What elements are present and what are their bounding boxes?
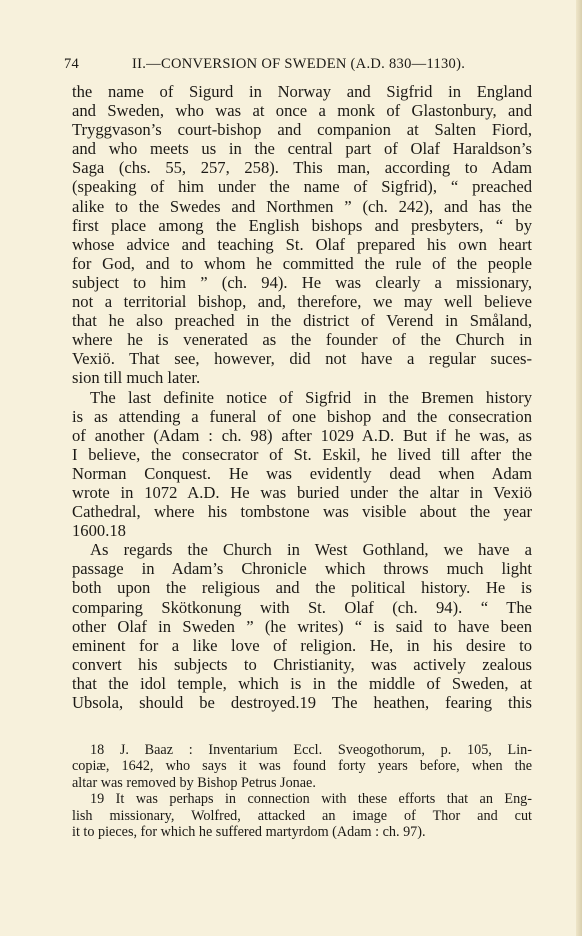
text-line: that he also preached in the district of Verend in Småland, xyxy=(72,311,532,331)
text-line: first place among the English bishops and presbyters, “ by xyxy=(72,215,532,235)
text-line: Vexiö. That see, however, did not have a regular suces- xyxy=(72,349,532,369)
text-line: alike to the Swedes and Northmen ” (ch. 242), and has the xyxy=(72,196,532,216)
footnote-line: 18 J. Baaz : Inventarium Eccl. Sveogothorum, p. 105, Lin- xyxy=(90,742,532,758)
text-line: Norman Conquest. He was evidently dead when Adam xyxy=(72,463,532,483)
text-line: not a territorial bishop, and, therefore, we may well believe xyxy=(72,292,532,312)
text-line: As regards the Church in West Gothland, we have a xyxy=(90,540,532,560)
text-line: Ubsola, should be destroyed.19 The heathen, fearing this xyxy=(72,693,532,712)
text-line: Tryggvason’s court-bishop and companion at Salten Fiord, xyxy=(72,120,532,140)
text-line: 1600.18 xyxy=(72,521,126,541)
body-text xyxy=(72,82,532,712)
footnote-line: altar was removed by Bishop Petrus Jonae. xyxy=(72,774,316,791)
text-line: and who meets us in the central part of Olaf Haraldson’s xyxy=(72,139,532,159)
text-line: wrote in 1072 A.D. He was buried under the altar in Vexiö xyxy=(72,482,532,502)
text-line: convert his subjects to Christianity, was actively zealous xyxy=(72,654,532,674)
text-line: The last definite notice of Sigfrid in the Bremen history xyxy=(90,387,532,407)
text-line: I believe, the consecrator of St. Eskil, he lived till after the xyxy=(72,444,532,464)
footnote-line: copiæ, 1642, who says it was found forty years before, when the xyxy=(72,758,532,775)
footnote-line: 19 It was perhaps in connection with these efforts that an Eng- xyxy=(90,791,532,808)
text-line: whose advice and teaching St. Olaf prepared his own heart xyxy=(72,234,532,254)
text-line: comparing Skötkonung with St. Olaf (ch. 94). “ The xyxy=(72,597,532,617)
text-line: sion till much later. xyxy=(72,368,201,388)
text-line: is as attending a funeral of one bishop and the consecration xyxy=(72,406,532,426)
page-header xyxy=(64,56,524,78)
text-line: the name of Sigurd in Norway and Sigfrid in England xyxy=(72,82,532,101)
footnote-line: lish missionary, Wolfred, attacked an image of Thor and cut xyxy=(72,807,532,824)
text-line: (speaking of him under the name of Sigfrid), “ preached xyxy=(72,177,532,197)
text-line: that the idol temple, which is in the middle of Sweden, at xyxy=(72,673,532,693)
footnotes xyxy=(72,742,532,840)
text-line: eminent for a like love of religion. He, in his desire to xyxy=(72,635,532,655)
footnote-line: it to pieces, for which he suffered martyrdom (Adam : ch. 97). xyxy=(72,823,426,840)
page-number: 74 xyxy=(64,56,80,72)
text-line: Saga (chs. 55, 257, 258). This man, according to Adam xyxy=(72,158,532,178)
running-head: II.—CONVERSION OF SWEDEN (A.D. 830—1130). xyxy=(132,56,466,72)
text-line: passage in Adam’s Chronicle which throws much light xyxy=(72,559,532,579)
text-line: both upon the religious and the political history. He is xyxy=(72,578,532,598)
page-edge xyxy=(576,0,582,936)
text-line: for God, and to whom he committed the rule of the people xyxy=(72,253,532,273)
text-line: subject to him ” (ch. 94). He was clearly a missionary, xyxy=(72,272,532,292)
text-line: Cathedral, where his tombstone was visible about the year xyxy=(72,502,532,522)
text-line: other Olaf in Sweden ” (he writes) “ is said to have been xyxy=(72,616,532,636)
text-line: where he is venerated as the founder of the Church in xyxy=(72,330,532,350)
text-line: of another (Adam : ch. 98) after 1029 A.D. But if he was, as xyxy=(72,425,532,445)
text-line: and Sweden, who was at once a monk of Glastonbury, and xyxy=(72,101,532,121)
